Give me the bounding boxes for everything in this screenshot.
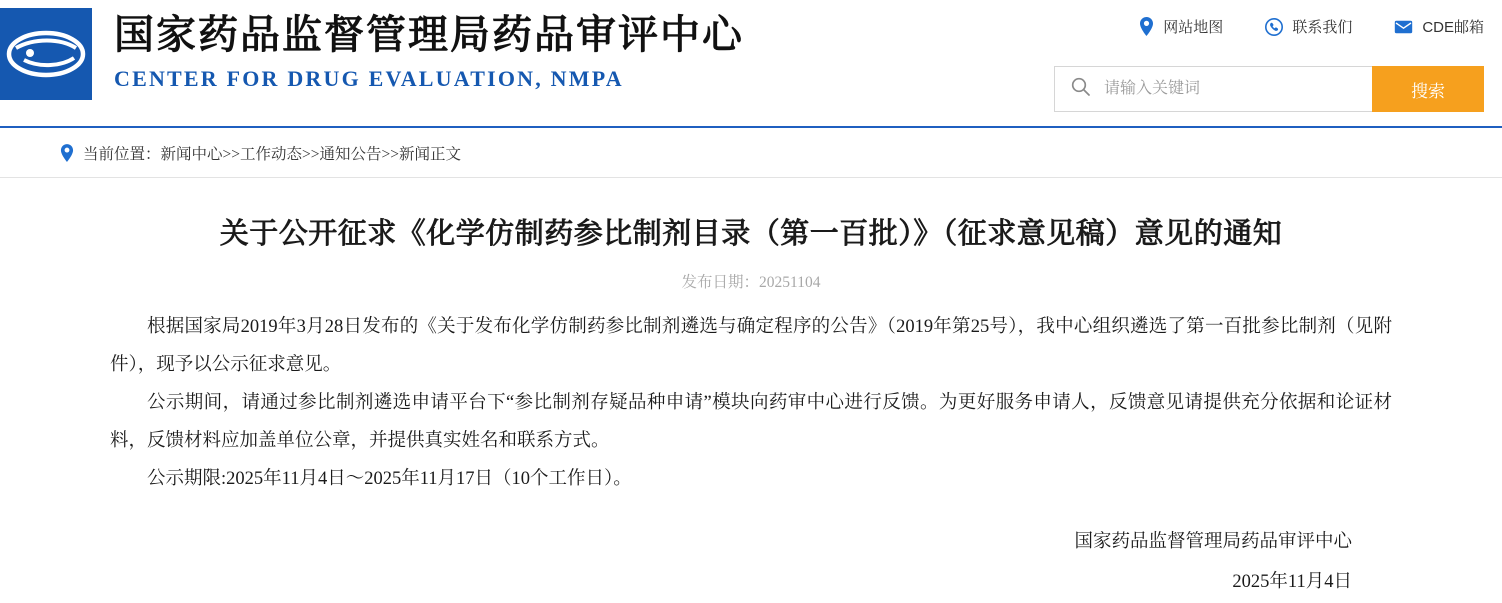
quicklink-mail-label: CDE邮箱	[1422, 19, 1484, 36]
quicklink-mail[interactable]	[1394, 16, 1484, 37]
search-input[interactable]	[1102, 79, 1342, 99]
location-pin-icon	[1139, 17, 1154, 36]
article-paragraph: 根据国家局2019年3月28日发布的《关于发布化学仿制药参比制剂遴选与确定程序的公告》（2019年第25号），我中心组织遴选了第一百批参比制剂（见附件），现予以公示征求意见。	[110, 316, 1392, 375]
quicklink-contact-label: 联系我们	[1292, 19, 1353, 36]
article-paragraph: 公示期限:2025年11月4日～2025年11月17日（10个工作日）。	[147, 468, 632, 489]
site-brand[interactable]	[0, 8, 744, 100]
site-header	[0, 0, 1502, 128]
phone-icon	[1265, 18, 1283, 36]
signature-date: 2025年11月4日	[1232, 571, 1352, 592]
search-icon	[1071, 77, 1090, 101]
header-search	[1054, 66, 1484, 112]
location-pin-icon	[60, 144, 74, 162]
article-paragraph: 公示期间，请通过参比制剂遴选申请平台下“参比制剂存疑品种申请”模块向药审中心进行反馈。为更好服务申请人，反馈意见请提供充分依据和论证材料，反馈材料应加盖单位公章，并提供真实姓名和联系方式。	[110, 392, 1392, 451]
article	[0, 216, 1502, 602]
publish-date: 发布日期：20251104	[681, 273, 821, 291]
quicklink-sitemap[interactable]	[1139, 16, 1223, 37]
brand-title-en: CENTER FOR DRUG EVALUATION, NMPA	[114, 66, 624, 91]
brand-text-block	[114, 8, 744, 92]
search-input-wrapper[interactable]	[1054, 66, 1372, 112]
search-button[interactable]: 搜索	[1372, 66, 1484, 112]
signature-org: 国家药品监督管理局药品审评中心	[1074, 531, 1352, 552]
brand-title-cn: 国家药品监督管理局药品审评中心	[114, 12, 744, 57]
quicklink-contact[interactable]	[1265, 16, 1352, 37]
breadcrumb-text[interactable]: 当前位置：新闻中心>>工作动态>>通知公告>>新闻正文	[83, 145, 461, 163]
cde-oval-logo-icon[interactable]	[0, 8, 92, 100]
article-signature	[110, 522, 1392, 602]
header-quicklinks	[1139, 16, 1484, 37]
page-title: 关于公开征求《化学仿制药参比制剂目录（第一百批）》（征求意见稿）意见的通知	[219, 218, 1283, 250]
quicklink-sitemap-label: 网站地图	[1163, 19, 1224, 36]
breadcrumb	[0, 128, 1502, 178]
article-body	[110, 292, 1392, 602]
mail-icon	[1394, 20, 1413, 34]
